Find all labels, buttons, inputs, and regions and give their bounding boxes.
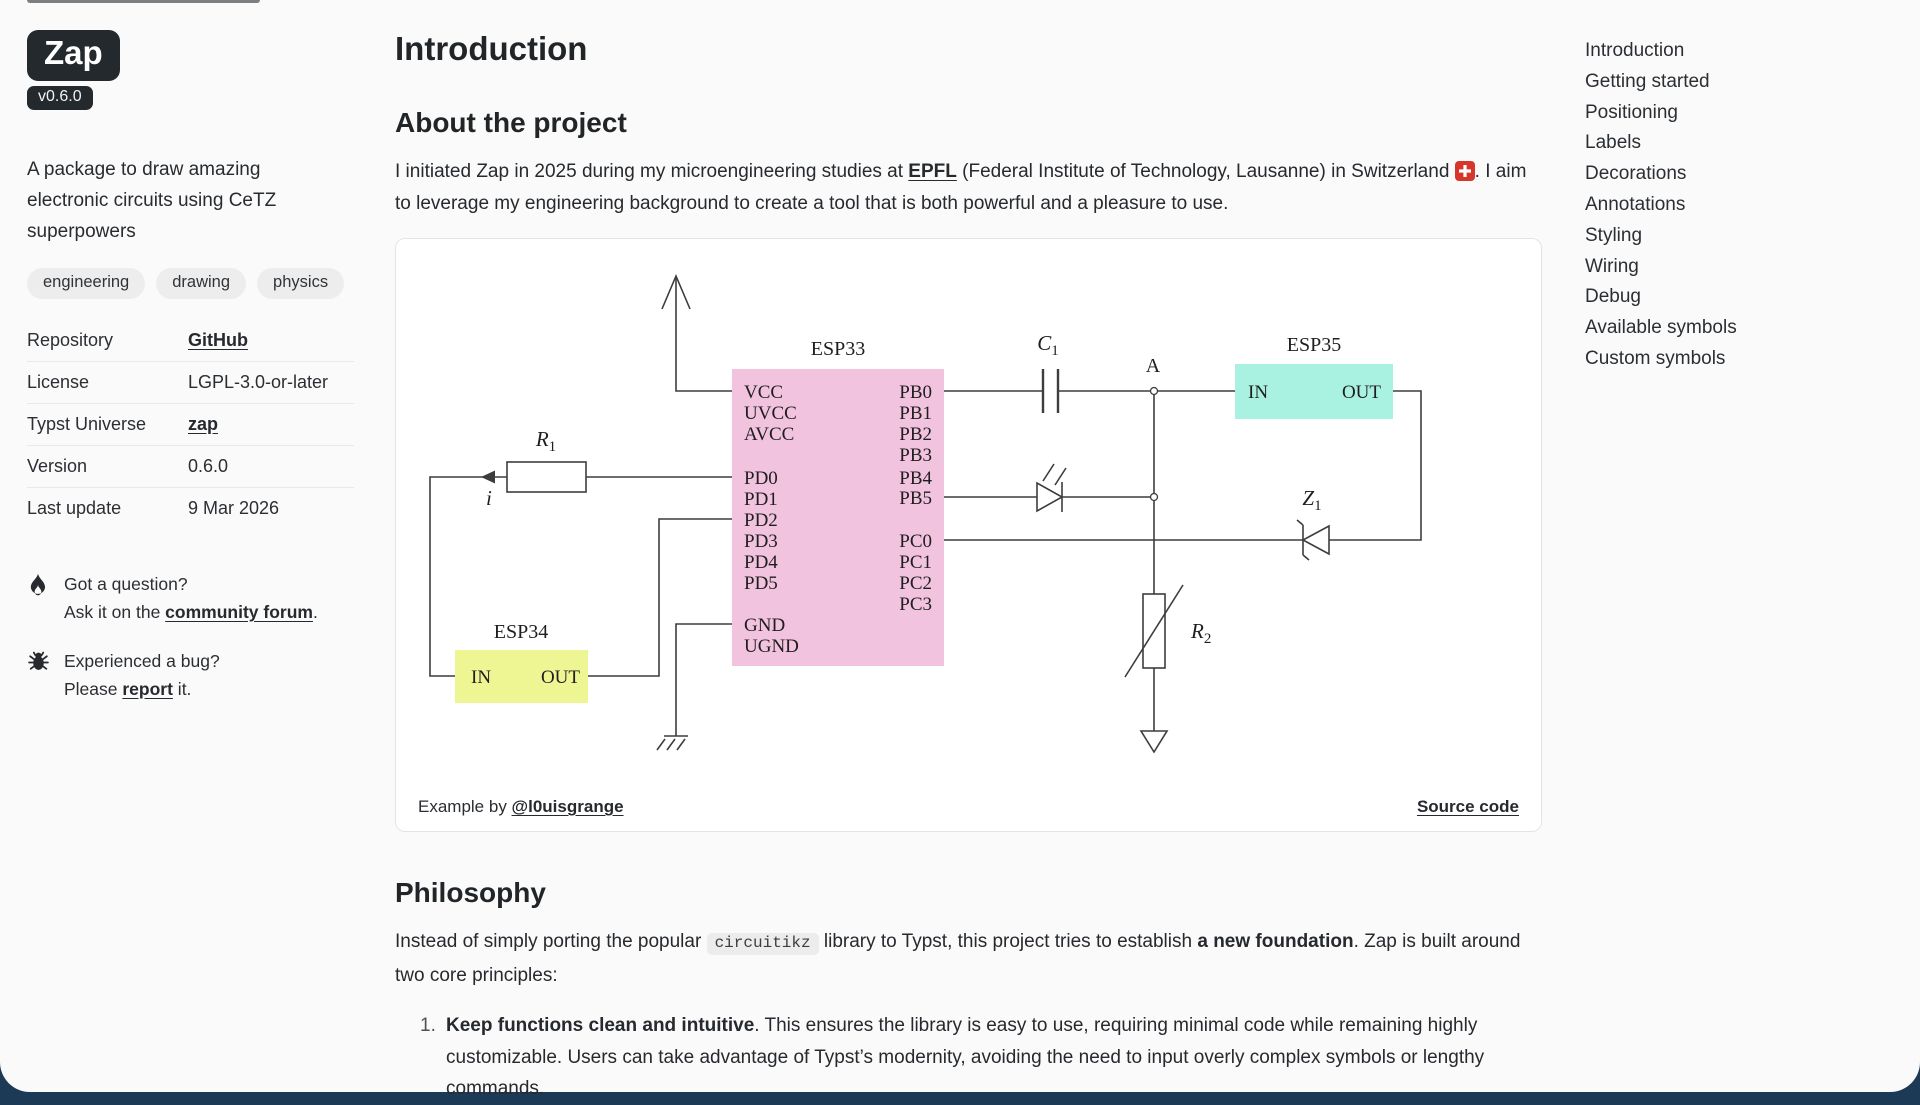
question-line2-suffix: . xyxy=(312,602,318,622)
zap-logo: Zap xyxy=(27,30,120,81)
philosophy-text-2: library to Typst, this project tries to establish xyxy=(818,931,1198,952)
question-block xyxy=(27,570,354,626)
meta-value: 0.6.0 xyxy=(188,456,229,476)
source-code-link[interactable]: Source code xyxy=(1416,797,1519,816)
circuit-example-figure xyxy=(395,238,1542,832)
list-item-rest: . This ensures the library is easy to use, requiring minimal code while remaining highly customizable. Users can take advantage of Typst’s modernity, avoiding the need to input overly complex symbols or lengthy commands. xyxy=(446,1015,1485,1099)
bug-text xyxy=(64,647,220,703)
main-content xyxy=(395,30,1547,1105)
meta-label: Last update xyxy=(27,498,122,518)
circuitikz-code-chip: circuitikz xyxy=(707,933,819,955)
caption-prefix: Example by xyxy=(418,797,512,816)
esp33-pin-label: PD0 xyxy=(744,468,778,489)
meta-row-last-update xyxy=(27,487,354,529)
esp35-in-label: IN xyxy=(1248,382,1269,403)
version-badge: v0.6.0 xyxy=(27,86,93,110)
philosophy-text-1: Instead of simply porting the popular xyxy=(395,931,707,952)
toc-item-custom-symbols[interactable]: Custom symbols xyxy=(1585,347,1726,369)
toc-item-labels[interactable]: Labels xyxy=(1585,132,1641,154)
meta-row-typst-universe xyxy=(27,403,354,445)
toc-item-getting-started[interactable]: Getting started xyxy=(1585,70,1710,92)
list-item-bold: Keep functions clean and intuitive xyxy=(446,1015,755,1036)
report-link[interactable]: report xyxy=(122,679,173,699)
esp33-pin-label: PC2 xyxy=(899,573,932,594)
esp33-pin-label: VCC xyxy=(744,382,784,403)
question-text xyxy=(64,570,318,626)
meta-row-repository xyxy=(27,320,354,361)
table-of-contents xyxy=(1585,36,1885,375)
community-forum-link[interactable]: community forum xyxy=(165,602,313,622)
esp33-pin-label: PC3 xyxy=(899,594,932,615)
current-label: i xyxy=(486,486,492,510)
esp33-pin-label: PB2 xyxy=(899,424,932,445)
toc-item-positioning[interactable]: Positioning xyxy=(1585,101,1678,123)
principles-list xyxy=(395,1010,1547,1105)
node-a xyxy=(1151,388,1158,395)
tag-list xyxy=(27,268,354,299)
esp33-pin-label: PD2 xyxy=(744,510,778,531)
philosophy-heading: Philosophy xyxy=(395,877,546,908)
question-line2-prefix: Ask it on the xyxy=(64,602,166,622)
esp34-in-label: IN xyxy=(471,667,492,688)
toc-item-decorations[interactable]: Decorations xyxy=(1585,163,1687,185)
toc-item-available-symbols[interactable]: Available symbols xyxy=(1585,317,1737,339)
zener-z1-label: $Z_1$ xyxy=(1302,486,1322,514)
bug-line2-suffix: it. xyxy=(172,679,192,699)
about-paragraph xyxy=(395,156,1547,219)
capacitor-c1-label: $C_1$ xyxy=(1037,331,1059,359)
list-item-number: 1. xyxy=(420,1015,436,1036)
resistor-r1 xyxy=(507,462,586,492)
esp33-pin-label: PB0 xyxy=(899,382,932,403)
esp33-pin-label: GND xyxy=(744,615,786,636)
meta-label: Typst Universe xyxy=(27,414,147,434)
junction-node xyxy=(1151,494,1158,501)
bug-icon xyxy=(27,647,51,703)
esp33-pin-label: PD4 xyxy=(744,552,778,573)
list-item xyxy=(395,1010,1547,1105)
toc-item-wiring[interactable]: Wiring xyxy=(1585,255,1639,277)
meta-value: LGPL-3.0-or-later xyxy=(188,372,329,392)
meta-row-version xyxy=(27,445,354,487)
list-item-text xyxy=(446,1010,1547,1105)
bug-block xyxy=(27,647,354,703)
esp33-label: ESP33 xyxy=(810,338,866,360)
caption-left xyxy=(418,797,624,817)
author-link[interactable]: @l0uisgrange xyxy=(511,797,624,816)
about-heading: About the project xyxy=(395,107,627,138)
esp33-pin-label: UGND xyxy=(744,636,799,657)
top-scroll-remnant-bar xyxy=(27,0,260,3)
tag-engineering[interactable]: engineering xyxy=(27,268,145,299)
toc-item-introduction[interactable]: Introduction xyxy=(1585,40,1685,61)
toc-item-styling[interactable]: Styling xyxy=(1585,224,1643,246)
esp33-pin-label: PB4 xyxy=(899,468,932,489)
philosophy-text-3: . Zap is built around two core principles: xyxy=(395,931,1521,986)
tag-physics[interactable]: physics xyxy=(257,268,344,299)
esp33-pin-label: PB1 xyxy=(899,403,932,424)
zener-z1 xyxy=(1303,526,1329,554)
esp33-pin-label: PB3 xyxy=(899,445,932,466)
esp33-pin-label: AVCC xyxy=(744,424,795,445)
meta-label: Repository xyxy=(27,330,114,350)
meta-label: Version xyxy=(27,456,88,476)
ground-triangle-icon xyxy=(1141,731,1167,752)
swiss-flag-icon xyxy=(1455,160,1475,180)
esp33-pin-label: PD5 xyxy=(744,573,778,594)
page-title: Introduction xyxy=(395,30,588,67)
circuit-diagram xyxy=(396,239,1541,784)
meta-value: 9 Mar 2026 xyxy=(188,498,280,518)
package-description: A package to draw amazing electronic circuits using CeTZ superpowers xyxy=(27,159,277,242)
node-a-label: A xyxy=(1145,355,1161,377)
about-text-2: (Federal Institute of Technology, Lausanne) in Switzerland xyxy=(956,161,1455,182)
photodiode-pb5 xyxy=(1037,483,1062,511)
toc-item-debug[interactable]: Debug xyxy=(1585,286,1641,308)
current-arrow-icon xyxy=(481,471,495,484)
esp33-pin-label: PC1 xyxy=(899,552,932,573)
esp33-pin-label: PD3 xyxy=(744,531,778,552)
esp33-pin-label: PB5 xyxy=(899,488,932,509)
esp34-out-label: OUT xyxy=(540,667,580,688)
esp35-out-label: OUT xyxy=(1341,382,1381,403)
sidebar xyxy=(27,30,354,703)
tag-drawing[interactable]: drawing xyxy=(156,268,246,299)
meta-row-license xyxy=(27,361,354,403)
flame-icon xyxy=(27,570,51,626)
resistor-r1-label: $R_1$ xyxy=(535,427,557,455)
typst-universe-link[interactable]: zap xyxy=(188,414,219,434)
capacitor-c1 xyxy=(1043,369,1058,413)
philosophy-paragraph xyxy=(395,926,1547,991)
about-text-1: I initiated Zap in 2025 during my microengineering studies at xyxy=(395,161,909,182)
question-title: Got a question? xyxy=(64,574,188,594)
meta-label: License xyxy=(27,372,90,392)
bug-title: Experienced a bug? xyxy=(64,651,220,671)
about-text-3: . I aim to leverage my engineering background to create a tool that is both powerful and a pleasure to use. xyxy=(395,161,1527,214)
photodiode-light-marks xyxy=(1043,464,1066,485)
earth-ground-icon xyxy=(657,736,688,750)
esp33-pin-label: PD1 xyxy=(744,489,778,510)
philosophy-bold: a new foundation xyxy=(1197,931,1354,952)
package-meta-table xyxy=(27,320,354,529)
esp33-pin-label: PC0 xyxy=(899,531,932,552)
toc-item-annotations[interactable]: Annotations xyxy=(1585,193,1686,215)
esp33-pin-label: UVCC xyxy=(744,403,797,424)
figure-caption xyxy=(396,784,1541,830)
esp35-label: ESP35 xyxy=(1286,334,1342,356)
esp34-label: ESP34 xyxy=(493,621,549,643)
github-link[interactable]: GitHub xyxy=(188,330,248,350)
resistor-r2-label: $R_2$ xyxy=(1191,619,1212,647)
bug-line2-prefix: Please xyxy=(64,679,123,699)
epfl-link[interactable]: EPFL xyxy=(908,161,957,182)
